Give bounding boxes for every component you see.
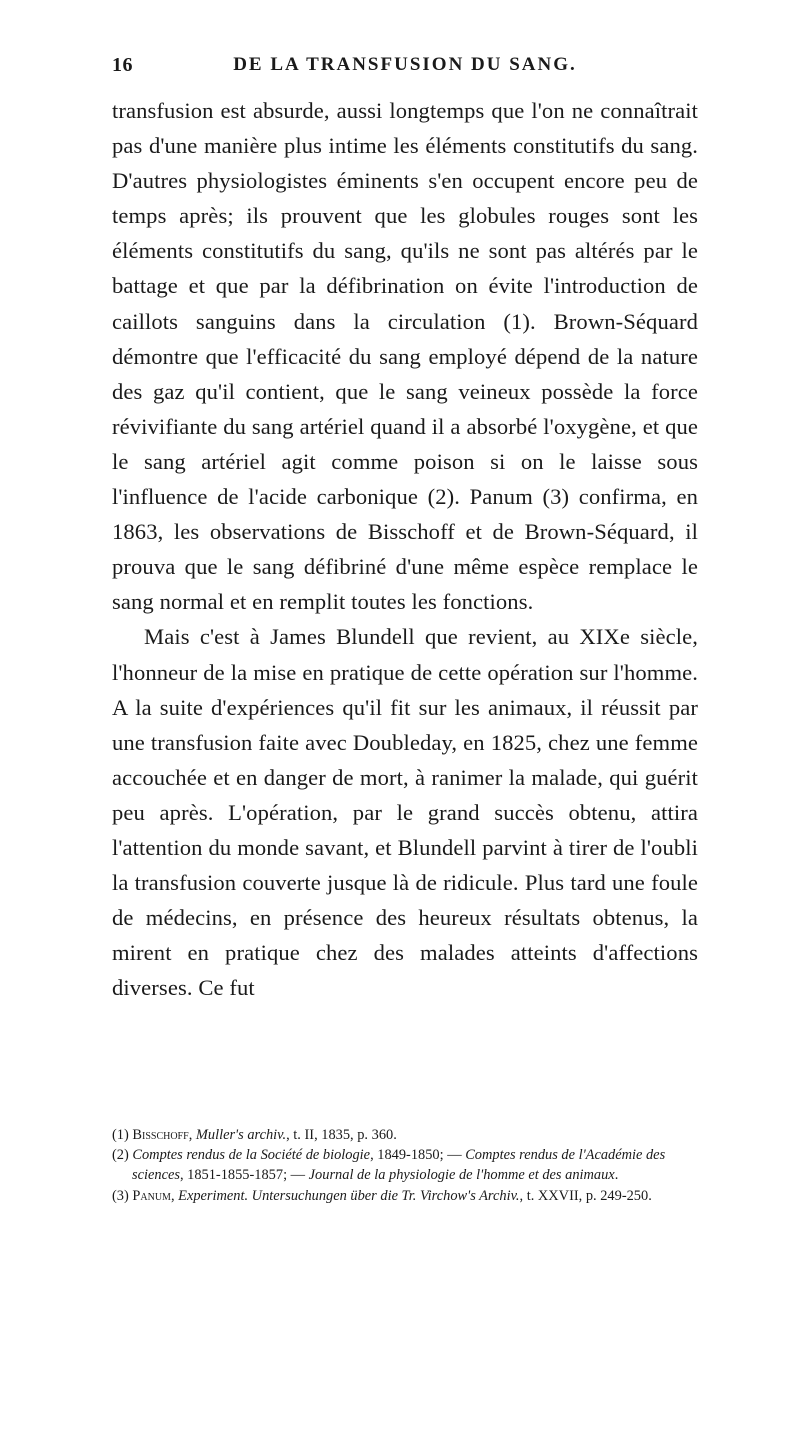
paragraph-1: transfusion est absurde, aussi longtemps que l'on ne connaîtrait pas d'une manière plus intime les éléments constitutifs du sang. D'autres physiologistes éminents s'en occupent encore peu de temps après; ils prouvent que les globules rouges sont les éléments constitutifs du sang, qu'ils ne sont pas altérés par le battage et que par la défibrination on évite l'introduction de caillots sanguins dans la circulation (1). Brown-Séquard démontre que l'efficacité du sang employé dépend de la nature des gaz qu'il contient, que le sang veineux possède la force révivifiante du sang artériel quand il a absorbé l'oxygène, et que le sang artériel agit comme poison si on le laisse sous l'influence de l'acide carbonique (2). Panum (3) confirma, en 1863, les observations de Bisschoff et de Brown-Séquard, il prouva que le sang défibriné d'une même espèce remplace le sang normal et en remplit toutes les fonctions. — [112, 98, 698, 615]
footnote-title: Experiment. Untersuchungen über die Tr. Virchow's Archiv. — [178, 1187, 520, 1204]
footnote-title-2: Comptes rendus de l'Académie des sciences — [132, 1147, 666, 1184]
footnote-marker: (2) — [112, 1147, 129, 1164]
footnote-author: Panum — [132, 1187, 171, 1204]
running-title: DE LA TRANSFUSION DU SANG. — [233, 54, 577, 75]
footnote-rest-3: . — [614, 1167, 619, 1184]
footnote-3: (3) Panum, Experiment. Untersuchungen über die Tr. Virchow's Archiv., t. XXVII, p. 249-250. — [112, 1187, 652, 1204]
page-number: 16 — [112, 54, 133, 76]
paragraph-2: Mais c'est à James Blundell que revient, au XIXe siècle, l'honneur de la mise en pratique de cette opération sur l'homme. A la suite d'expériences qu'il fit sur les animaux, il réussit par une transfusion faite avec Doubleday, en 1825, chez une femme accouchée et en danger de mort, à ranimer la malade, qui guérit peu après. L'opération, par le grand succès obtenu, attira l'attention du monde savant, et Blundell parvint à tirer de l'oubli la transfusion couverte jusque là de ridicule. Plus tard une foule de médecins, en présence des heureux résultats obtenus, la mirent en pratique chez des malades atteints d'affections diverses. Ce fut — [112, 624, 698, 1001]
footnote-rest: , t. XXVII, p. 249-250. — [519, 1187, 652, 1204]
footnote-marker: (1) — [112, 1127, 129, 1143]
footnote-rest-2: , 1851-1855-1857; — — [179, 1167, 309, 1184]
footnote-2 — [112, 1145, 698, 1185]
page-header — [112, 54, 698, 84]
footnote-rest: , 1849-1850; — — [370, 1147, 466, 1164]
body-text — [112, 93, 698, 1005]
footnote-title-3: Journal de la physiologie de l'homme et des animaux — [308, 1167, 615, 1184]
footnote-title: Comptes rendus de la Société de biologie — [132, 1147, 371, 1164]
footnote-title: Muller's archiv. — [195, 1127, 287, 1143]
footnote-1: (1) Bisschoff, Muller's archiv., t. II, 1835, p. 360. — [112, 1127, 397, 1143]
footnotes — [112, 1125, 698, 1206]
footnote-rest: , t. II, 1835, p. 360. — [286, 1127, 397, 1143]
footnote-author: Bisschoff — [132, 1127, 189, 1143]
footnote-marker: (3) — [112, 1187, 129, 1204]
